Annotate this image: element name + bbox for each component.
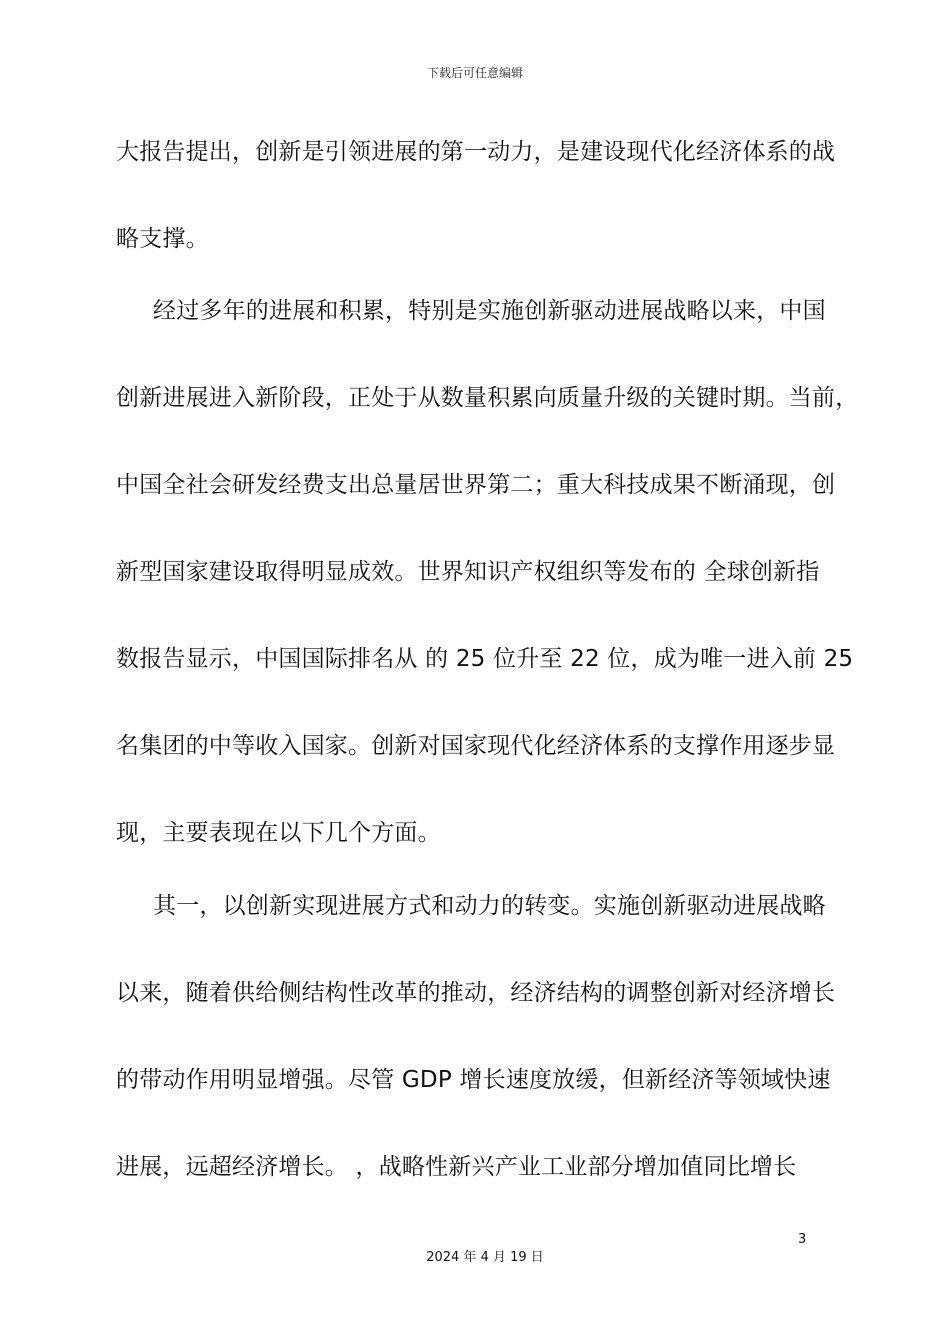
body-line-13: 进展，远超经济增长。 ，战略性新兴产业工业部分增加值同比增长 bbox=[116, 1154, 797, 1180]
body-line-2: 略支撑。 bbox=[116, 226, 209, 252]
body-line-12: 的带动作用明显增强。尽管 GDP 增长速度放缓，但新经济等领域快速 bbox=[116, 1067, 831, 1093]
body-line-7: 数报告显示，中国国际排名从 的 25 位升至 22 位，成为唯一进入前 25 bbox=[116, 646, 854, 672]
body-line-3: 经过多年的进展和积累，特别是实施创新驱动进展战略以来，中国 bbox=[153, 298, 826, 324]
page-number: 3 bbox=[798, 1232, 807, 1247]
body-line-4: 创新进展进入新阶段，正处于从数量积累向质量升级的关键时期。当前， bbox=[116, 385, 859, 411]
body-line-11: 以来，随着供给侧结构性改革的推动，经济结构的调整创新对经济增长 bbox=[116, 980, 836, 1006]
body-line-8: 名集团的中等收入国家。创新对国家现代化经济体系的支撑作用逐步显 bbox=[116, 733, 836, 759]
footer-date: 2024 年 4 月 19 日 bbox=[426, 1250, 544, 1265]
body-line-5: 中国全社会研发经费支出总量居世界第二；重大科技成果不断涌现，创 bbox=[116, 472, 836, 498]
body-line-6: 新型国家建设取得明显成效。世界知识产权组织等发布的 全球创新指 bbox=[116, 559, 820, 585]
body-line-10: 其一，以创新实现进展方式和动力的转变。实施创新驱动进展战略 bbox=[153, 893, 826, 919]
body-line-1: 大报告提出，创新是引领进展的第一动力，是建设现代化经济体系的战 bbox=[116, 139, 836, 165]
body-line-9: 现，主要表现在以下几个方面。 bbox=[116, 820, 441, 846]
page-header: 下载后可任意编辑 bbox=[426, 66, 523, 80]
